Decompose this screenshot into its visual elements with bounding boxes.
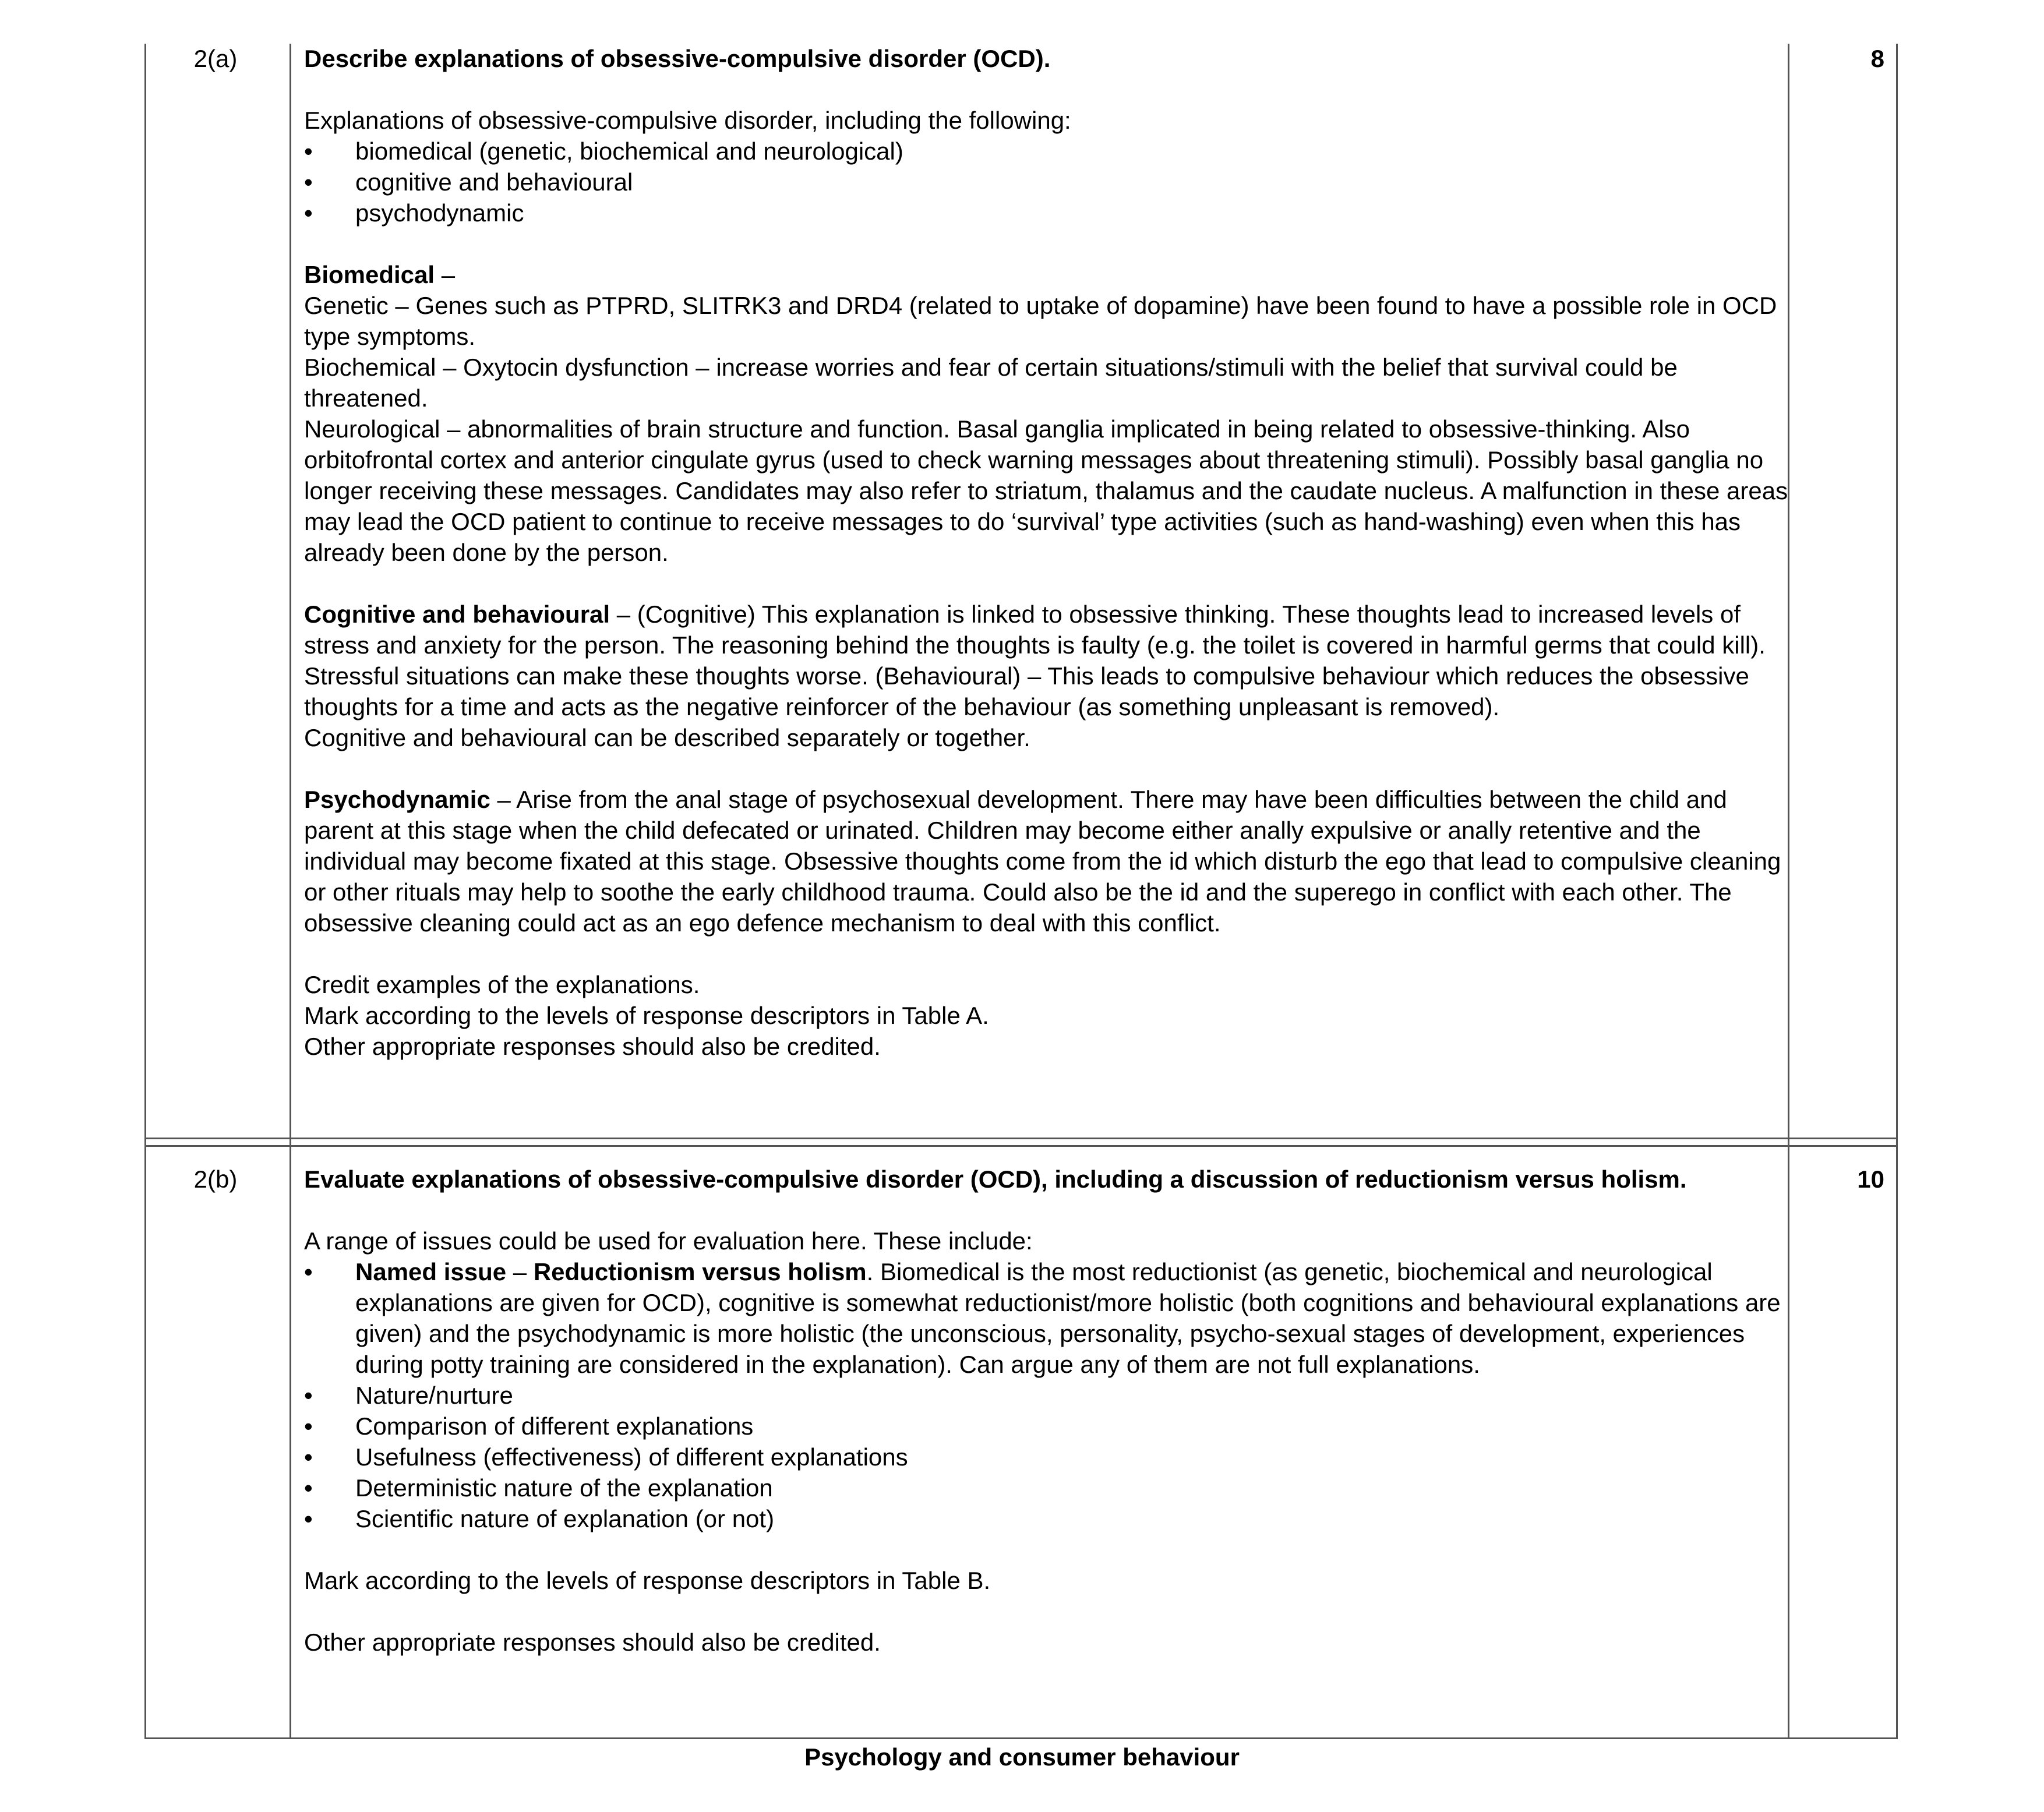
biomedical-label: Biomedical bbox=[304, 261, 435, 288]
list-item: • Scientific nature of explanation (or not) bbox=[304, 1503, 1789, 1534]
answer-content-2a bbox=[304, 43, 1789, 1062]
marks-2b: 10 bbox=[1857, 1165, 1884, 1193]
table-bottom-border bbox=[144, 1737, 1898, 1739]
list-item: • Usefulness (effectiveness) of different explanations bbox=[304, 1442, 1789, 1472]
marks-2a: 8 bbox=[1870, 45, 1884, 72]
biomedical-heading bbox=[304, 259, 1789, 290]
psychodynamic-label: Psychodynamic bbox=[304, 786, 490, 813]
section-footer-heading: Psychology and consumer behaviour bbox=[804, 1743, 1240, 1771]
question-text-2b: Evaluate explanations of obsessive-compulsive disorder (OCD), including a discussion of reductionism versus holism. bbox=[304, 1165, 1687, 1193]
cognitive-label: Cognitive and behavioural bbox=[304, 601, 610, 628]
list-item: • Deterministic nature of the explanation bbox=[304, 1472, 1789, 1503]
table-column-divider-1 bbox=[290, 44, 291, 1739]
cognitive-paragraph bbox=[304, 599, 1789, 722]
psychodynamic-paragraph bbox=[304, 784, 1789, 938]
list-item: • Comparison of different explanations bbox=[304, 1411, 1789, 1442]
table-left-border bbox=[144, 44, 146, 1739]
table-right-border bbox=[1896, 44, 1898, 1739]
psychodynamic-text: – Arise from the anal stage of psychosexual development. There may have been difficulties between the child and parent at this stage when the child defecated or urinated. Children may become either anally expulsive or anally retentive and the individual may become fixated at this stage. Obsessive thoughts come from the id which disturb the ego that lead to compulsive cleaning or other rituals may help to soothe the early childhood trauma. Could also be the id and the superego in conflict with each other. The obsessive cleaning could act as an ego defence mechanism to deal with this conflict. bbox=[304, 786, 1781, 937]
cognitive-text: – (Cognitive) This explanation is linked to obsessive thinking. These thoughts lead to increased levels of stress and anxiety for the person. The reasoning behind the thoughts is faulty (e.g. the toilet is covered in harmful germs that could kill). Stressful situations can make these thoughts worse. (Behavioural) – This leads to compulsive behaviour which reduces the obsessive thoughts for a time and acts as the negative reinforcer of the behaviour (as something unpleasant is removed). bbox=[304, 601, 1766, 720]
intro-2a: Explanations of obsessive-compulsive disorder, including the following: bbox=[304, 107, 1071, 134]
list-item: • cognitive and behavioural bbox=[304, 167, 1789, 197]
intro-2b: A range of issues could be used for evaluation here. These include: bbox=[304, 1227, 1033, 1255]
credit-examples: Credit examples of the explanations. bbox=[304, 971, 700, 998]
genetic-paragraph: Genetic – Genes such as PTPRD, SLITRK3 and DRD4 (related to uptake of dopamine) have been found to have a possible role in OCD type symptoms. bbox=[304, 292, 1777, 350]
named-issue-text: . Biomedical is the most reductionist (as genetic, biochemical and neurological explanations are given for OCD), cognitive is somewhat reductionist/more holistic (both cognitions and behavioural explanations are given) and the psychodynamic is more holistic (the unconscious, personality, psycho-sexual stages of development, experiences during potty training are considered in the explanation). Can argue any of them are not full explanations. bbox=[355, 1258, 1781, 1378]
mark-guidance-2a: Mark according to the levels of response descriptors in Table A. bbox=[304, 1002, 989, 1029]
answer-content-2b bbox=[304, 1164, 1789, 1658]
row-separator-bottom bbox=[144, 1145, 1898, 1147]
named-issue-topic: Reductionism versus holism bbox=[533, 1258, 867, 1285]
question-number-2b: 2(b) bbox=[193, 1165, 238, 1193]
question-text-2a: Describe explanations of obsessive-compulsive disorder (OCD). bbox=[304, 45, 1051, 72]
row-separator-top bbox=[144, 1138, 1898, 1139]
mark-guidance-2b: Mark according to the levels of response descriptors in Table B. bbox=[304, 1567, 991, 1594]
other-credit-2b: Other appropriate responses should also be credited. bbox=[304, 1629, 881, 1656]
question-number-2a: 2(a) bbox=[193, 45, 238, 72]
list-item: • psychodynamic bbox=[304, 197, 1789, 228]
cognitive-note: Cognitive and behavioural can be described separately or together. bbox=[304, 724, 1030, 751]
evaluation-issues-list bbox=[304, 1256, 1789, 1534]
named-issue-separator: – bbox=[506, 1258, 534, 1285]
list-item: • Nature/nurture bbox=[304, 1380, 1789, 1411]
biochemical-paragraph: Biochemical – Oxytocin dysfunction – increase worries and fear of certain situations/stimuli with the belief that survival could be threatened. bbox=[304, 354, 1678, 412]
neurological-paragraph: Neurological – abnormalities of brain structure and function. Basal ganglia implicated in being related to obsessive-thinking. Also orbitofrontal cortex and anterior cingulate gyrus (used to check warning messages about threatening stimuli). Possibly basal ganglia no longer receiving these messages. Candidates may also refer to striatum, thalamus and the caudate nucleus. A malfunction in these areas may lead the OCD patient to continue to receive messages to do ‘survival’ type activities (such as hand-washing) even when this has already been done by the person. bbox=[304, 415, 1788, 566]
named-issue-item bbox=[304, 1256, 1789, 1380]
other-credit-2a: Other appropriate responses should also be credited. bbox=[304, 1033, 881, 1060]
explanation-list-2a bbox=[304, 136, 1789, 228]
list-item: • biomedical (genetic, biochemical and neurological) bbox=[304, 136, 1789, 167]
biomedical-dash: – bbox=[435, 261, 456, 288]
named-issue-label: Named issue bbox=[355, 1258, 507, 1285]
